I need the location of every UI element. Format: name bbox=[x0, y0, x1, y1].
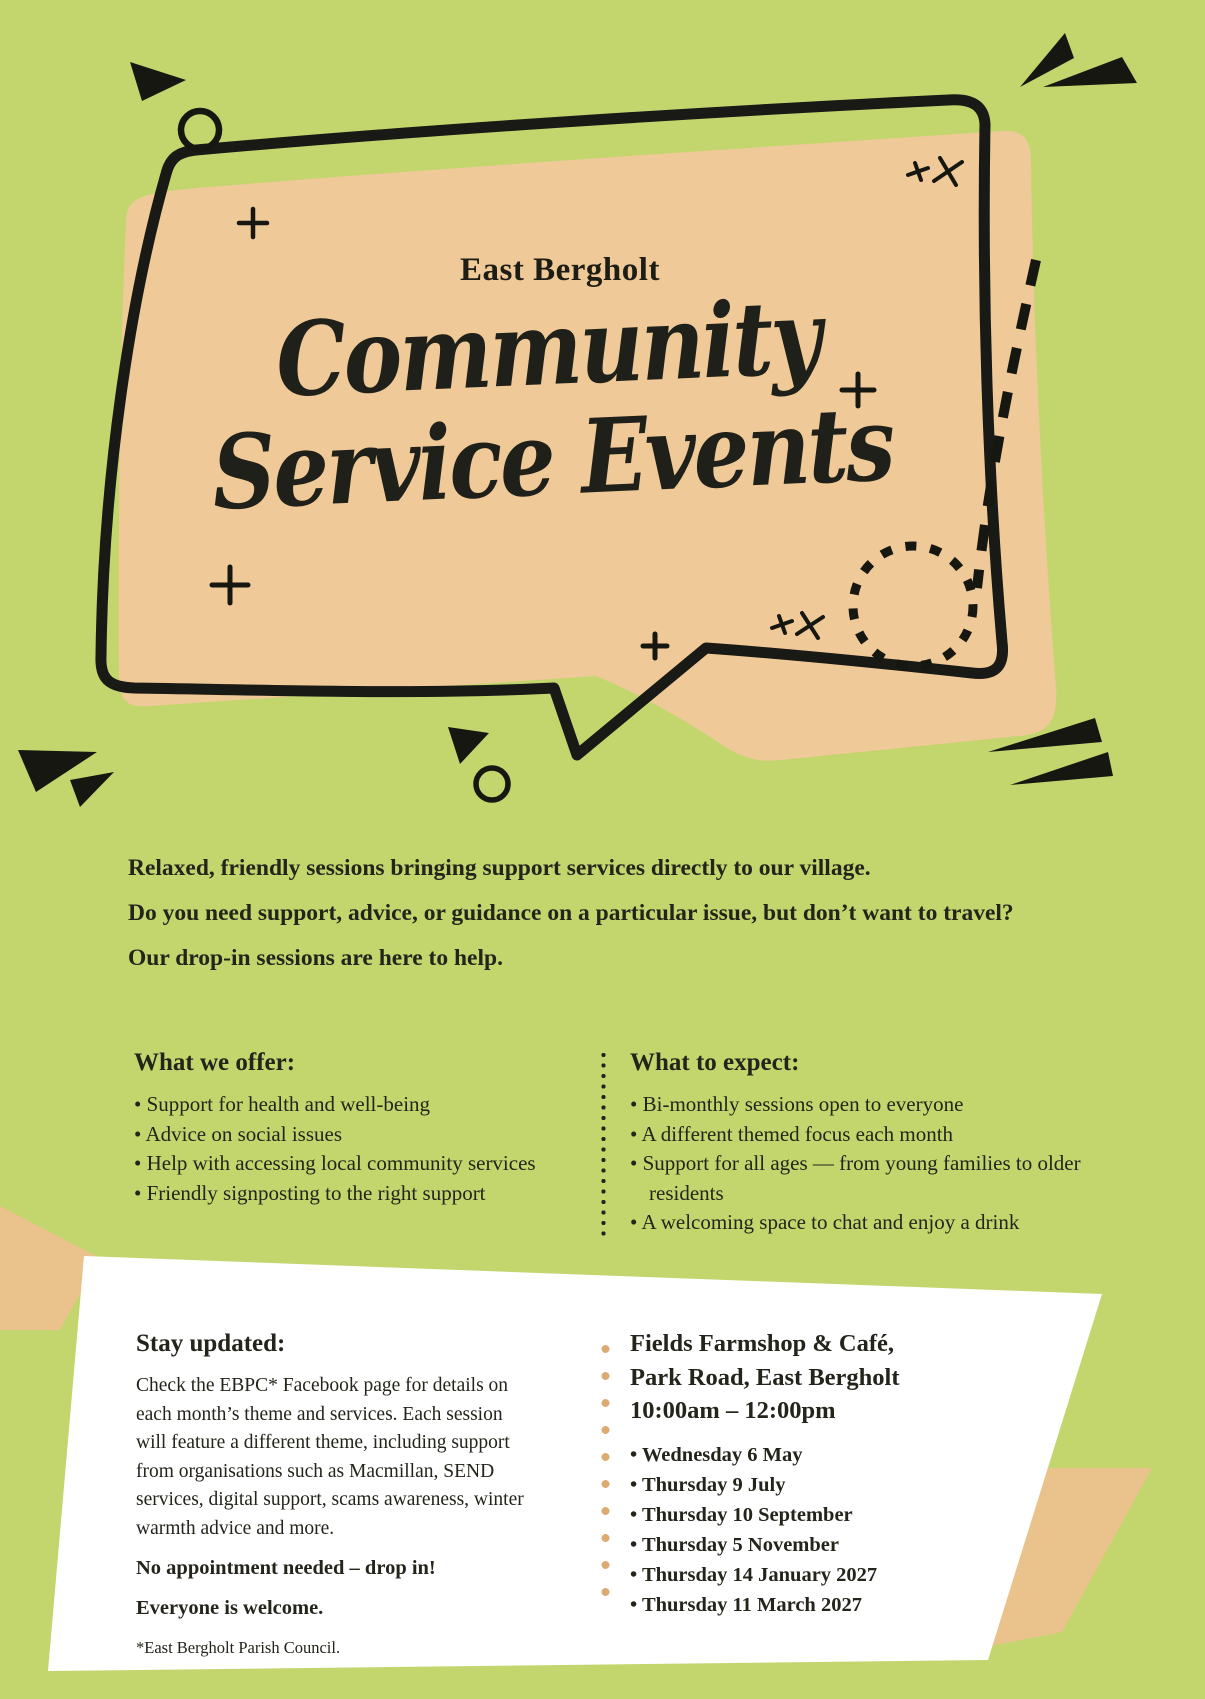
intro-paragraph: Relaxed, friendly sessions bringing support services directly to our village. bbox=[128, 855, 871, 881]
stay-updated-footnote: *East Bergholt Parish Council. bbox=[136, 1638, 341, 1657]
venue-dates-list bbox=[630, 1440, 1100, 1620]
venue-name-line2: Park Road, East Bergholt bbox=[630, 1363, 900, 1391]
list-item: • Advice on social issues bbox=[134, 1120, 579, 1150]
list-item: • Bi-monthly sessions open to everyone bbox=[630, 1090, 1088, 1120]
intro-paragraph: Our drop-in sessions are here to help. bbox=[128, 945, 503, 971]
list-item: • Support for all ages — from young families to older residents bbox=[630, 1149, 1088, 1208]
list-item: • Thursday 9 July bbox=[630, 1470, 1100, 1500]
stay-updated-note-1: No appointment needed – drop in! bbox=[136, 1557, 436, 1579]
triangle-icon bbox=[1010, 752, 1113, 785]
offer-heading: What we offer: bbox=[134, 1049, 296, 1076]
expect-list bbox=[630, 1090, 1088, 1238]
circle-icon bbox=[476, 768, 508, 800]
stay-updated-heading: Stay updated: bbox=[136, 1330, 286, 1357]
offer-column bbox=[134, 1049, 579, 1208]
page-title-small: East Bergholt bbox=[460, 252, 660, 288]
list-item: • Thursday 14 January 2027 bbox=[630, 1560, 1100, 1590]
stay-updated-note-2: Everyone is welcome. bbox=[136, 1597, 324, 1619]
list-item: • Friendly signposting to the right support bbox=[134, 1179, 579, 1209]
offer-list bbox=[134, 1090, 579, 1208]
list-item: • Thursday 5 November bbox=[630, 1530, 1100, 1560]
triangle-icon bbox=[70, 772, 114, 807]
venue-name-line1: Fields Farmshop & Café, bbox=[630, 1330, 895, 1357]
intro-section bbox=[128, 852, 1108, 987]
list-item: • A welcoming space to chat and enjoy a drink bbox=[630, 1208, 1088, 1238]
venue-divider-dots bbox=[601, 1344, 610, 1598]
list-item: • Thursday 11 March 2027 bbox=[630, 1590, 1100, 1620]
stay-updated-body: Check the EBPC* Facebook page for details on each month’s theme and services. Each session will feature a different theme, including support from organisations such as Macmillan, SEND services, digital support, scams awareness, winter warmth advice and more. bbox=[136, 1375, 524, 1539]
list-item: • A different themed focus each month bbox=[630, 1120, 1088, 1150]
intro-paragraph: Do you need support, advice, or guidance on a particular issue, but don’t want to travel? bbox=[128, 900, 1014, 926]
list-item: • Help with accessing local community services bbox=[134, 1149, 579, 1179]
column-divider-dots bbox=[601, 1050, 606, 1238]
expect-column bbox=[630, 1049, 1088, 1238]
page-title-script bbox=[116, 275, 985, 533]
circle-icon bbox=[181, 111, 219, 149]
venue-time: 10:00am – 12:00pm bbox=[630, 1397, 836, 1424]
page-title-script-line1: Community bbox=[273, 277, 822, 421]
venue-section bbox=[630, 1327, 1100, 1620]
list-item: • Support for health and well-being bbox=[134, 1090, 579, 1120]
list-item: • Thursday 10 September bbox=[630, 1500, 1100, 1530]
page-title-script-line2: Service Events bbox=[209, 384, 896, 534]
triangle-icon bbox=[130, 62, 186, 101]
stay-updated-section bbox=[136, 1330, 538, 1675]
list-item: • Wednesday 6 May bbox=[630, 1440, 1100, 1470]
expect-heading: What to expect: bbox=[630, 1049, 800, 1076]
triangle-icon bbox=[448, 727, 489, 764]
